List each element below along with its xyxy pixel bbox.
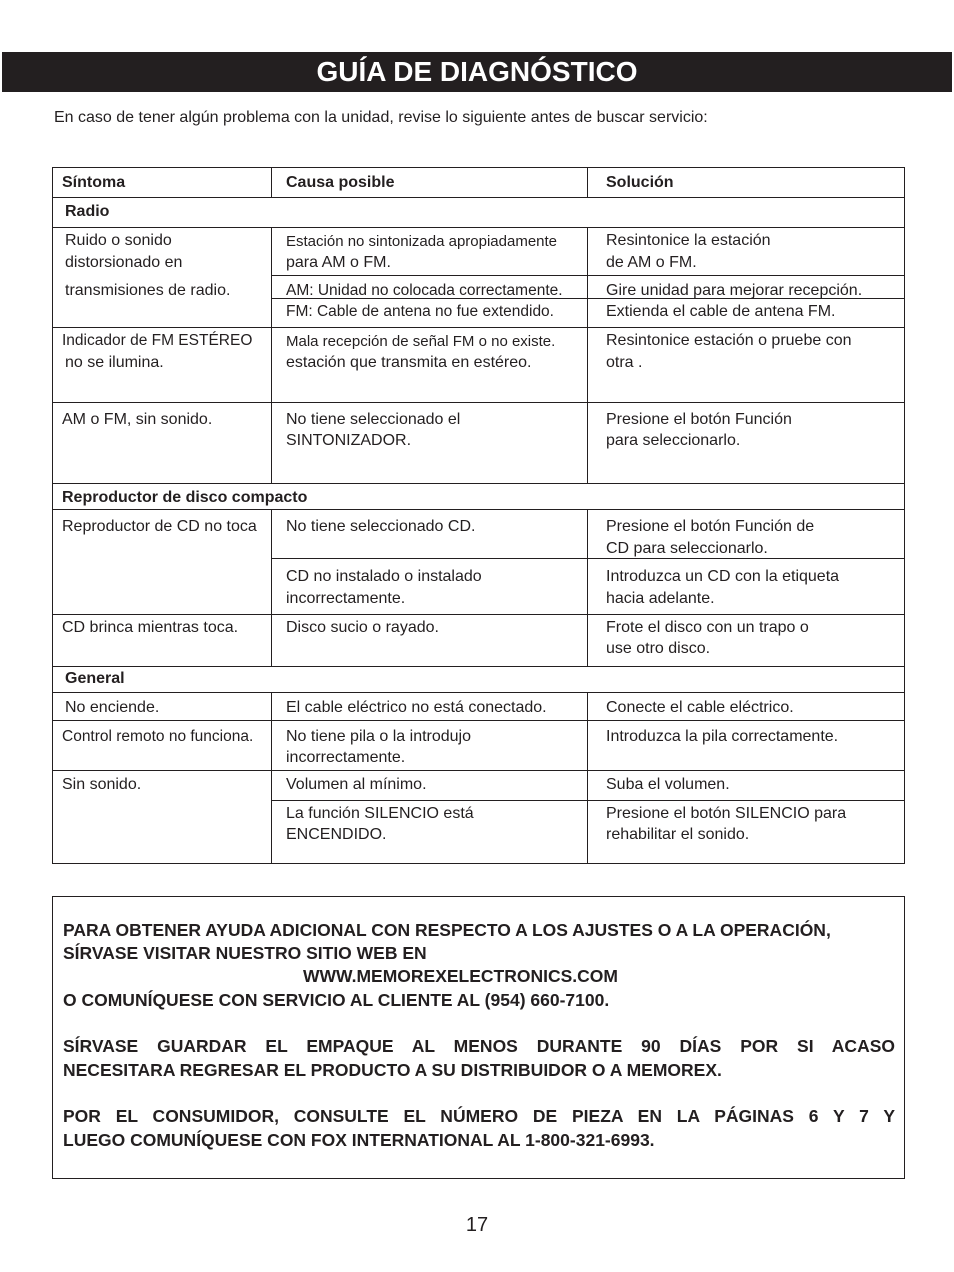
- header-symptom: Síntoma: [62, 174, 126, 191]
- row-divider: [53, 509, 904, 510]
- cell-cause: AM: Unidad no colocada correctamente.: [286, 282, 563, 299]
- cell-solution: Presione el botón Función: [606, 411, 792, 428]
- row-divider: [53, 720, 904, 721]
- cell-solution: para seleccionarlo.: [606, 432, 741, 449]
- notice-text: NECESITARA REGRESAR EL PRODUCTO A SU DISTRIBUIDOR O A MEMOREX.: [63, 1060, 722, 1080]
- cell-symptom: Reproductor de CD no toca: [62, 518, 257, 535]
- cell-symptom: no se ilumina.: [65, 354, 164, 371]
- section-cd: Reproductor de disco compacto: [62, 489, 308, 506]
- troubleshooting-table: [52, 167, 905, 864]
- section-general: General: [65, 670, 125, 687]
- row-divider: [53, 692, 904, 693]
- intro-text: En caso de tener algún problema con la unidad, revise lo siguiente antes de buscar servicio:: [54, 109, 708, 126]
- cell-solution: rehabilitar el sonido.: [606, 826, 750, 843]
- cell-solution: hacia adelante.: [606, 590, 715, 607]
- col-divider: [587, 509, 588, 667]
- header-solution: Solución: [606, 174, 674, 191]
- header-cause: Causa posible: [286, 174, 395, 191]
- cell-cause: incorrectamente.: [286, 749, 406, 766]
- cell-solution: de AM o FM.: [606, 254, 697, 271]
- cell-cause: No tiene pila o la introdujo: [286, 728, 472, 745]
- notice-text: SÍRVASE VISITAR NUESTRO SITIO WEB EN: [63, 943, 427, 963]
- cell-solution: Gire unidad para mejorar recepción.: [606, 282, 863, 299]
- notice-text: PARA OBTENER AYUDA ADICIONAL CON RESPECTO A LOS AJUSTES O A LA OPERACIÓN,: [63, 920, 831, 940]
- section-radio: Radio: [65, 203, 110, 220]
- cell-symptom: AM o FM, sin sonido.: [62, 411, 213, 428]
- notice-text: SÍRVASE GUARDAR EL EMPAQUE AL MENOS DURANTE 90 DÍAS POR SI ACASO: [63, 1036, 895, 1056]
- col-divider: [587, 168, 588, 198]
- cell-cause: CD no instalado o instalado: [286, 568, 482, 585]
- cell-solution: Frote el disco con un trapo o: [606, 619, 809, 636]
- col-divider: [271, 168, 272, 198]
- cell-cause: Estación no sintonizada apropiadamente: [286, 233, 558, 250]
- cell-cause: La función SILENCIO está: [286, 805, 474, 822]
- row-divider: [272, 800, 904, 801]
- cell-cause: El cable eléctrico no está conectado.: [286, 699, 547, 716]
- cell-cause: SINTONIZADOR.: [286, 432, 412, 449]
- page-number: 17: [465, 1214, 489, 1236]
- notice-text: POR EL CONSUMIDOR, CONSULTE EL NÚMERO DE PIEZA EN LA PÁGINAS 6 Y 7 Y: [63, 1106, 895, 1126]
- cell-solution: Resintonice la estación: [606, 232, 771, 249]
- support-notice-box: [52, 896, 905, 1179]
- cell-symptom: distorsionado en: [65, 254, 183, 271]
- page-title: GUÍA DE DIAGNÓSTICO: [2, 52, 952, 92]
- cell-cause: Disco sucio o rayado.: [286, 619, 439, 636]
- cell-cause: No tiene seleccionado CD.: [286, 518, 476, 535]
- col-divider: [271, 692, 272, 864]
- cell-symptom: CD brinca mientras toca.: [62, 619, 239, 636]
- cell-symptom: Control remoto no funciona.: [62, 728, 254, 745]
- col-divider: [587, 227, 588, 483]
- row-divider: [53, 227, 904, 228]
- row-divider: [53, 197, 904, 198]
- cell-symptom: No enciende.: [65, 699, 160, 716]
- cell-solution: Presione el botón SILENCIO para: [606, 805, 847, 822]
- notice-text: LUEGO COMUNÍQUESE CON FOX INTERNATIONAL AL 1-800-321-6993.: [63, 1130, 655, 1150]
- cell-solution: Conecte el cable eléctrico.: [606, 699, 794, 716]
- cell-solution: use otro disco.: [606, 640, 711, 657]
- cell-cause: Volumen al mínimo.: [286, 776, 427, 793]
- website-url: WWW.MEMOREXELECTRONICS.COM: [303, 966, 618, 986]
- row-divider: [272, 275, 904, 276]
- row-divider: [53, 327, 904, 328]
- cell-cause: estación que transmita en estéreo.: [286, 354, 532, 371]
- cell-solution: Presione el botón Función de: [606, 518, 815, 535]
- cell-cause: Mala recepción de señal FM o no existe.: [286, 333, 556, 350]
- col-divider: [587, 692, 588, 864]
- cell-solution: Introduzca la pila correctamente.: [606, 728, 839, 745]
- cell-solution: Extienda el cable de antena FM.: [606, 303, 836, 320]
- cell-symptom: Indicador de FM ESTÉREO: [62, 332, 253, 349]
- cell-cause: No tiene seleccionado el: [286, 411, 461, 428]
- row-divider: [272, 558, 904, 559]
- cell-solution: Resintonice estación o pruebe con: [606, 332, 852, 349]
- cell-symptom: Sin sonido.: [62, 776, 142, 793]
- cell-cause: FM: Cable de antena no fue extendido.: [286, 303, 554, 320]
- cell-cause: ENCENDIDO.: [286, 826, 387, 843]
- row-divider: [53, 614, 904, 615]
- row-divider: [53, 770, 904, 771]
- notice-text: O COMUNÍQUESE CON SERVICIO AL CLIENTE AL (954) 660-7100.: [63, 990, 610, 1010]
- cell-cause: incorrectamente.: [286, 590, 406, 607]
- col-divider: [271, 509, 272, 667]
- cell-symptom: Ruido o sonido: [65, 232, 172, 249]
- row-divider: [53, 402, 904, 403]
- cell-cause: para AM o FM.: [286, 254, 391, 271]
- row-divider: [53, 666, 904, 667]
- row-divider: [53, 483, 904, 484]
- cell-solution: CD para seleccionarlo.: [606, 540, 768, 557]
- col-divider: [271, 227, 272, 483]
- cell-solution: Introduzca un CD con la etiqueta: [606, 568, 840, 585]
- cell-solution: otra .: [606, 354, 643, 371]
- cell-symptom: transmisiones de radio.: [65, 282, 231, 299]
- cell-solution: Suba el volumen.: [606, 776, 730, 793]
